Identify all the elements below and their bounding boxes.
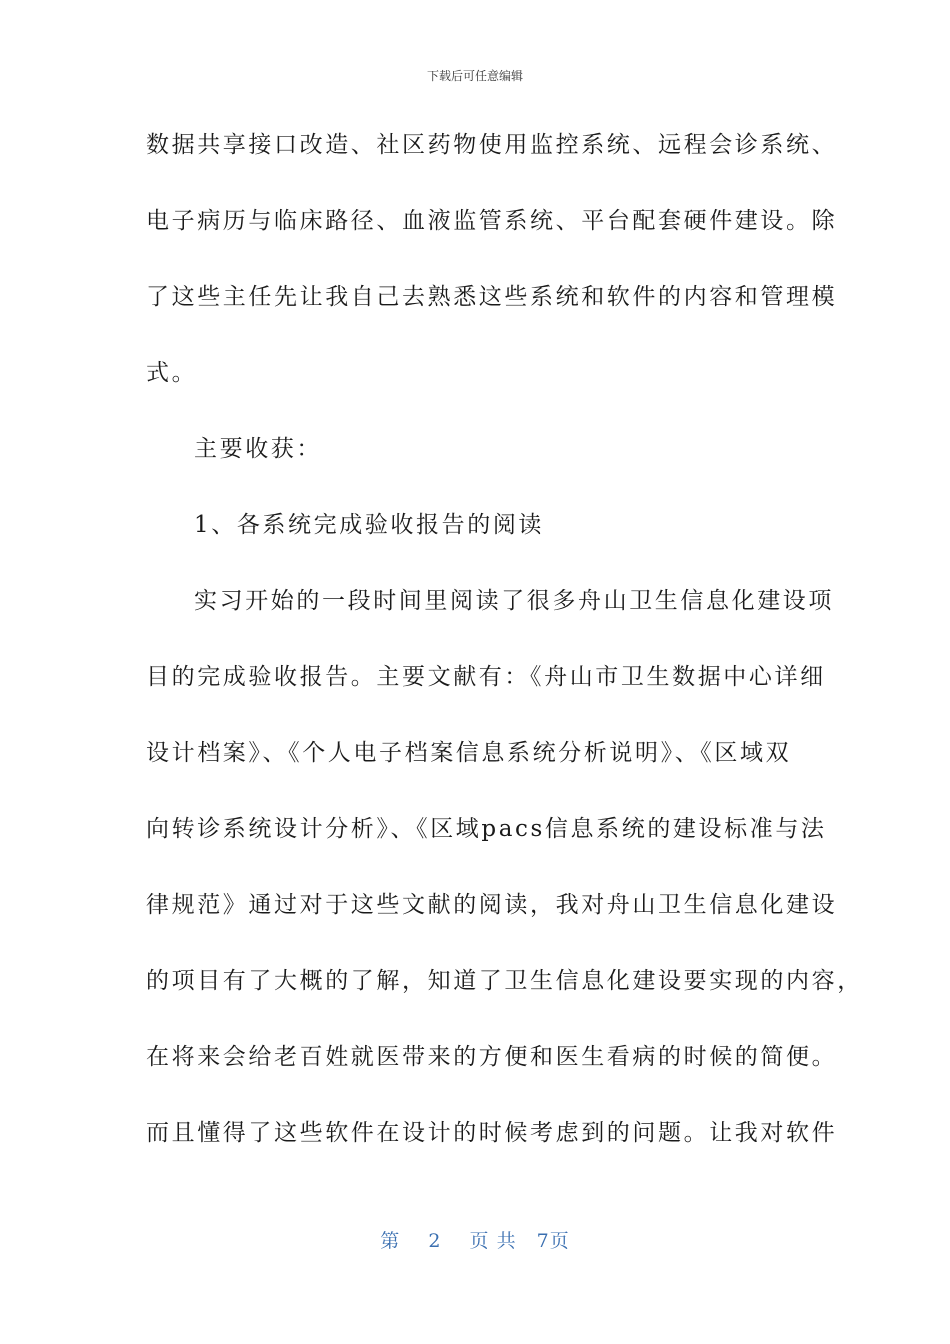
document-body <box>146 122 863 1186</box>
page-number-footer <box>0 1226 950 1253</box>
paragraph-line: 在将来会给老百姓就医带来的方便和医生看病的时候的简便。 <box>146 1044 838 1070</box>
footer-current-page: 2 <box>428 1230 442 1252</box>
paragraph-line: 的项目有了大概的了解，知道了卫生信息化建设要实现的内容， <box>146 968 863 994</box>
paragraph-line: 式。 <box>146 360 198 386</box>
paragraph-line: 数据共享接口改造、社区药物使用监控系统、远程会诊系统、 <box>146 132 838 158</box>
paragraph-line: 而且懂得了这些软件在设计的时候考虑到的问题。让我对软件 <box>146 1120 838 1146</box>
paragraph-line: 了这些主任先让我自己去熟悉这些系统和软件的内容和管理模 <box>146 284 838 310</box>
subsection-heading: 1、各系统完成验收报告的阅读 <box>194 512 545 538</box>
paragraph-line: 实习开始的一段时间里阅读了很多舟山卫生信息化建设项 <box>194 588 834 614</box>
footer-prefix: 第 <box>380 1230 401 1252</box>
paragraph-line: 目的完成验收报告。主要文献有：《舟山市卫生数据中心详细 <box>146 664 826 690</box>
header-note: 下载后可任意编辑 <box>426 69 523 83</box>
footer-middle: 页 共 <box>469 1230 517 1252</box>
section-heading: 主要收获： <box>194 436 322 462</box>
paragraph-line: 向转诊系统设计分析》、《区域pacs信息系统的建设标准与法 <box>146 816 827 842</box>
paragraph-line: 电子病历与临床路径、血液监管系统、平台配套硬件建设。除 <box>146 208 838 234</box>
paragraph-line: 设计档案》、《个人电子档案信息系统分析说明》、《区域双 <box>146 740 792 766</box>
paragraph-line: 律规范》通过对于这些文献的阅读，我对舟山卫生信息化建设 <box>146 892 838 918</box>
footer-total-pages: 7页 <box>536 1230 570 1252</box>
